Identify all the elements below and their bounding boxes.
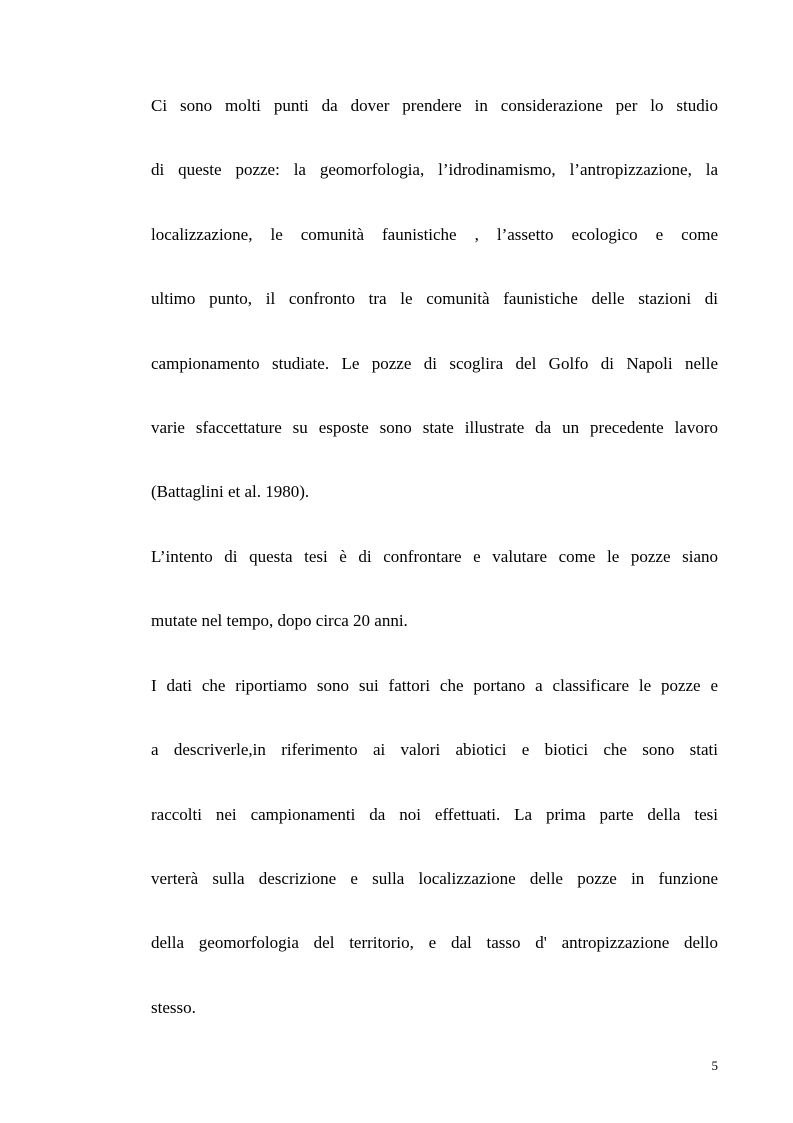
text-line-4: ultimo punto, il confronto tra le comunità faunistiche delle stazioni di	[151, 289, 718, 308]
text-line-9: mutate nel tempo, dopo circa 20 anni.	[151, 611, 408, 630]
text-line-2: di queste pozze: la geomorfologia, l’idrodinamismo, l’antropizzazione, la	[151, 160, 718, 179]
text-line-14: della geomorfologia del territorio, e dal tasso d' antropizzazione dello	[151, 933, 718, 952]
text-line-12: raccolti nei campionamenti da noi effettuati. La prima parte della tesi	[151, 805, 718, 824]
text-line-7: (Battaglini et al. 1980).	[151, 482, 310, 501]
text-line-13: verterà sulla descrizione e sulla localizzazione delle pozze in funzione	[151, 869, 718, 888]
text-line-11: a descriverle,in riferimento ai valori abiotici e biotici che sono stati	[151, 740, 718, 759]
text-line-5: campionamento studiate. Le pozze di scoglira del Golfo di Napoli nelle	[151, 354, 718, 373]
text-line-10: I dati che riportiamo sono sui fattori che portano a classificare le pozze e	[151, 676, 718, 695]
page-number: 5	[711, 1058, 718, 1073]
text-line-6: varie sfaccettature su esposte sono state illustrate da un precedente lavoro	[151, 418, 718, 437]
text-line-3: localizzazione, le comunità faunistiche , l’assetto ecologico e come	[151, 225, 718, 244]
text-line-1: Ci sono molti punti da dover prendere in considerazione per lo studio	[151, 96, 718, 115]
text-line-15: stesso.	[151, 998, 196, 1017]
text-line-8: L’intento di questa tesi è di confrontare e valutare come le pozze siano	[151, 547, 718, 566]
